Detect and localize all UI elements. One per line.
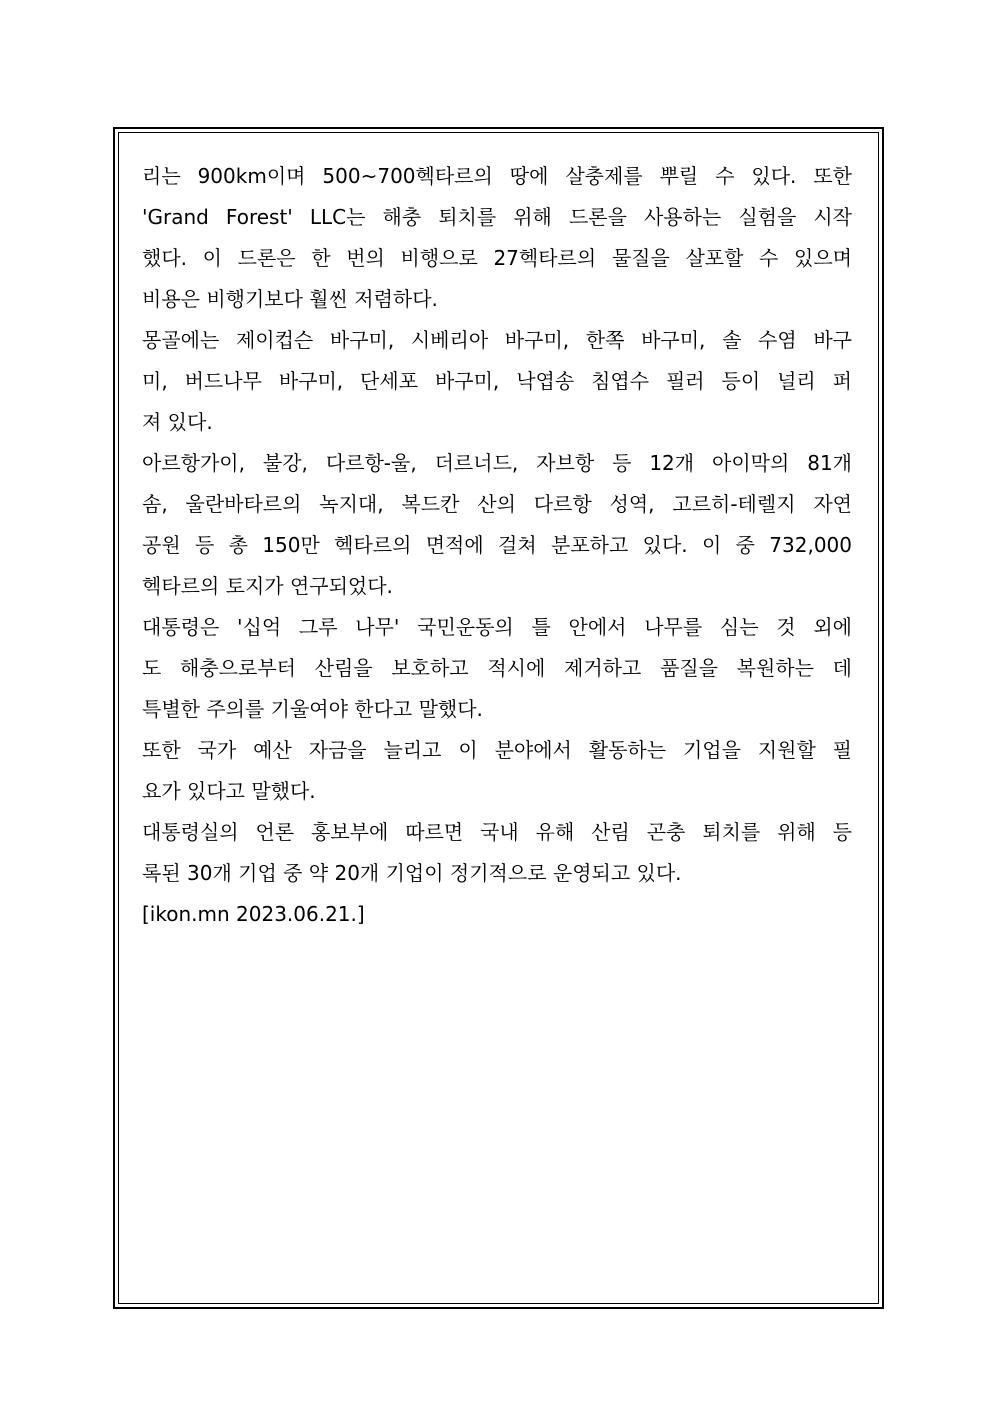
text-line: 록된 30개 기업 중 약 20개 기업이 정기적으로 운영되고 있다. bbox=[142, 861, 682, 885]
text-line: 또한 국가 예산 자금을 늘리고 이 분야에서 활동하는 기업을 지원할 필 bbox=[142, 738, 852, 762]
text-line: 대통령실의 언론 홍보부에 따르면 국내 유해 산림 곤충 퇴치를 위해 등 bbox=[142, 820, 852, 844]
text-line: 리는 900km이며 500~700헥타르의 땅에 살충제를 뿌릴 수 있다. 또한 bbox=[142, 164, 852, 188]
text-line: 대통령은 '십억 그루 나무' 국민운동의 틀 안에서 나무를 심는 것 외에 bbox=[142, 615, 852, 639]
text-line: 헥타르의 토지가 연구되었다. bbox=[142, 574, 393, 598]
text-line: 비용은 비행기보다 훨씬 저렴하다. bbox=[142, 287, 438, 311]
source-citation: [ikon.mn 2023.06.21.] bbox=[142, 902, 365, 926]
text-line: 했다. 이 드론은 한 번의 비행으로 27헥타르의 물질을 살포할 수 있으며 bbox=[142, 246, 852, 270]
text-line: 아르항가이, 불강, 다르항-울, 더르너드, 자브항 등 12개 아이막의 81개 bbox=[142, 451, 852, 475]
text-line: 져 있다. bbox=[142, 410, 213, 434]
text-line: 요가 있다고 말했다. bbox=[142, 779, 316, 803]
document-frame bbox=[113, 127, 884, 1309]
text-line: 도 해충으로부터 산림을 보호하고 적시에 제거하고 품질을 복원하는 데 bbox=[142, 656, 852, 680]
text-line: 'Grand Forest' LLC는 해충 퇴치를 위해 드론을 사용하는 실험을 시작 bbox=[142, 205, 852, 229]
document-body bbox=[142, 156, 852, 935]
text-line: 미, 버드나무 바구미, 단세포 바구미, 낙엽송 침엽수 필러 등이 널리 퍼 bbox=[142, 369, 852, 393]
text-line: 솜, 울란바타르의 녹지대, 복드칸 산의 다르항 성역, 고르히-테렐지 자연 bbox=[142, 492, 852, 516]
text-line: 특별한 주의를 기울여야 한다고 말했다. bbox=[142, 697, 483, 721]
text-line: 공원 등 총 150만 헥타르의 면적에 걸쳐 분포하고 있다. 이 중 732,000 bbox=[142, 533, 852, 557]
text-line: 몽골에는 제이컵슨 바구미, 시베리아 바구미, 한쪽 바구미, 솔 수염 바구 bbox=[142, 328, 852, 352]
